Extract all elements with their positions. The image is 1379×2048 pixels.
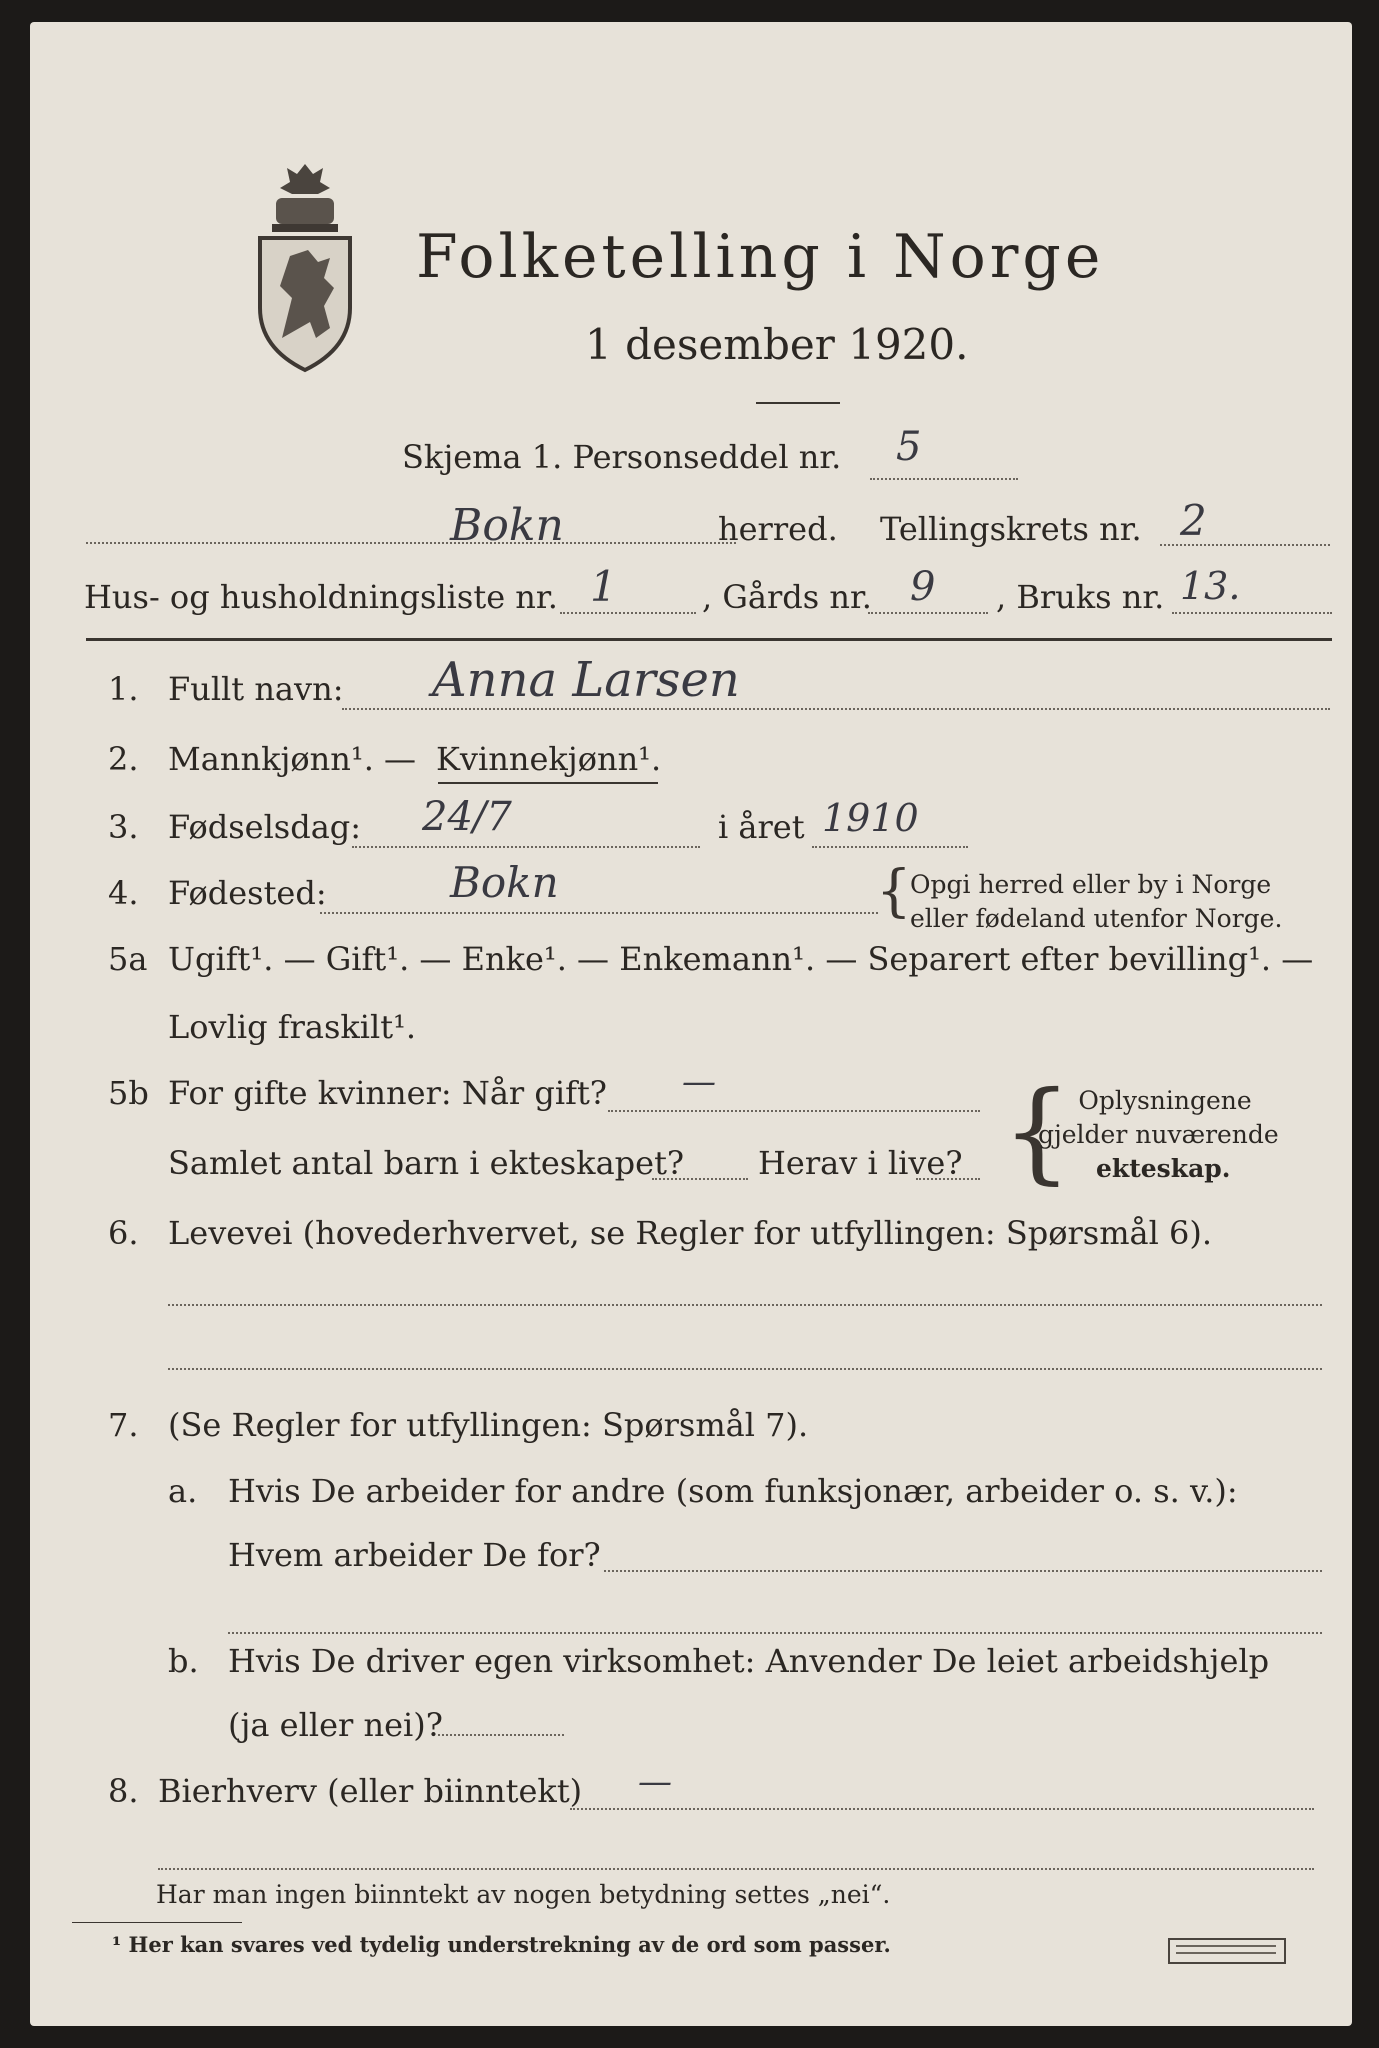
q7a-who-line[interactable] xyxy=(604,1570,1322,1572)
q2-female-option[interactable]: Kvinnekjønn¹. xyxy=(436,740,662,778)
q7b-letter: b. xyxy=(168,1642,199,1680)
q1-label: Fullt navn: xyxy=(168,670,344,708)
q5b-note-line1: Oplysningene xyxy=(1078,1086,1252,1115)
herred-value[interactable]: Bokn xyxy=(450,500,564,551)
q2-male-option[interactable]: Mannkjønn¹. — xyxy=(168,740,417,778)
q8-number: 8. xyxy=(108,1772,139,1810)
income-note: Har man ingen biinntekt av nogen betydning settes „nei“. xyxy=(156,1880,891,1909)
q5b-number: 5b xyxy=(108,1074,149,1112)
title-divider xyxy=(756,402,840,404)
bruks-label: , Bruks nr. xyxy=(996,578,1165,616)
q4-brace: { xyxy=(876,859,912,924)
q6-number: 6. xyxy=(108,1214,139,1252)
footnote: ¹ Her kan svares ved tydelig understrekning av de ord som passer. xyxy=(112,1932,891,1957)
q7a-who-label: Hvem arbeider De for? xyxy=(228,1536,601,1574)
q5b-when-label: For gifte kvinner: Når gift? xyxy=(168,1074,607,1112)
bruks-value[interactable]: 13. xyxy=(1180,564,1241,608)
header-separator xyxy=(86,638,1332,641)
q8-line[interactable] xyxy=(570,1808,1314,1810)
q4-note-line2: eller fødeland utenfor Norge. xyxy=(910,904,1283,933)
q8-line2[interactable] xyxy=(158,1868,1314,1870)
q6-line2[interactable] xyxy=(168,1368,1322,1370)
q3-label: Fødselsdag: xyxy=(168,808,362,846)
q2-number: 2. xyxy=(108,740,139,778)
q2-female-underline xyxy=(438,782,658,784)
q5a-number: 5a xyxy=(108,940,148,978)
q3-year-label: i året xyxy=(718,808,805,846)
q3-year-line xyxy=(812,846,968,848)
q5b-alive-line xyxy=(916,1178,980,1180)
q5b-when-line xyxy=(608,1110,980,1112)
q3-number: 3. xyxy=(108,808,139,846)
q1-value[interactable]: Anna Larsen xyxy=(432,652,740,708)
q7b-yesno-label: (ja eller nei)? xyxy=(228,1706,443,1744)
schema-label: Skjema 1. Personseddel nr. xyxy=(402,438,842,476)
q4-value[interactable]: Bokn xyxy=(450,858,559,907)
q3-line xyxy=(352,846,700,848)
q5b-alive-label: Herav i live? xyxy=(758,1144,963,1182)
form-title: Folketelling i Norge xyxy=(416,222,1105,292)
q8-label: Bierhverv (eller biinntekt) xyxy=(158,1772,583,1810)
q7a-text: Hvis De arbeider for andre (som funksjonær, arbeider o. s. v.): xyxy=(228,1472,1238,1510)
q5b-children-line xyxy=(652,1178,748,1180)
personseddel-value[interactable]: 5 xyxy=(896,424,922,470)
herred-line xyxy=(86,542,736,544)
q7-label: (Se Regler for utfyllingen: Spørsmål 7). xyxy=(168,1406,809,1444)
q5b-note-line3: ekteskap. xyxy=(1096,1154,1231,1183)
q1-line xyxy=(342,708,1330,710)
q7b-yesno-line[interactable] xyxy=(438,1734,564,1736)
q5a-options-cont[interactable]: Lovlig fraskilt¹. xyxy=(168,1008,417,1046)
printer-stamp xyxy=(1168,1938,1286,1964)
herred-label: herred. xyxy=(718,510,838,548)
q4-label: Fødested: xyxy=(168,874,327,912)
q4-note-line1: Opgi herred eller by i Norge xyxy=(910,870,1272,899)
tellingskrets-label: Tellingskrets nr. xyxy=(880,510,1142,548)
norway-coat-of-arms-icon xyxy=(248,158,362,378)
q8-value[interactable]: — xyxy=(638,1762,672,1802)
tellingskrets-value[interactable]: 2 xyxy=(1180,496,1207,545)
census-form-page xyxy=(30,22,1352,2026)
q1-number: 1. xyxy=(108,670,139,708)
gards-line xyxy=(868,612,988,614)
census-date: 1 desember 1920. xyxy=(585,320,969,369)
husholdningsliste-line xyxy=(560,612,696,614)
q6-label: Levevei (hovederhvervet, se Regler for utfyllingen: Spørsmål 6). xyxy=(168,1214,1213,1252)
q4-line xyxy=(320,912,878,914)
q5b-when-value[interactable]: — xyxy=(682,1062,716,1102)
bruks-line xyxy=(1172,612,1332,614)
q6-line1[interactable] xyxy=(168,1304,1322,1306)
q7b-text: Hvis De driver egen virksomhet: Anvender De leiet arbeidshjelp xyxy=(228,1642,1270,1680)
q5b-children-label: Samlet antal barn i ekteskapet? xyxy=(168,1144,685,1182)
husholdningsliste-value[interactable]: 1 xyxy=(590,562,617,611)
gards-value[interactable]: 9 xyxy=(910,564,936,610)
q3-year-value[interactable]: 1910 xyxy=(822,796,919,840)
husholdningsliste-label: Hus- og husholdningsliste nr. xyxy=(84,578,558,616)
q5b-note-line2: gjelder nuværende xyxy=(1038,1120,1279,1149)
q4-number: 4. xyxy=(108,874,139,912)
q7-number: 7. xyxy=(108,1406,139,1444)
footnote-rule xyxy=(72,1922,242,1923)
personseddel-line xyxy=(870,478,1018,480)
q7a-letter: a. xyxy=(168,1472,198,1510)
q5a-options[interactable]: Ugift¹. — Gift¹. — Enke¹. — Enkemann¹. — Separert efter bevilling¹. — xyxy=(168,940,1314,978)
gards-label: , Gårds nr. xyxy=(702,578,872,616)
q3-value[interactable]: 24/7 xyxy=(422,794,512,840)
q5b-brace: { xyxy=(1002,1067,1072,1195)
q7a-who-line2[interactable] xyxy=(228,1632,1322,1634)
